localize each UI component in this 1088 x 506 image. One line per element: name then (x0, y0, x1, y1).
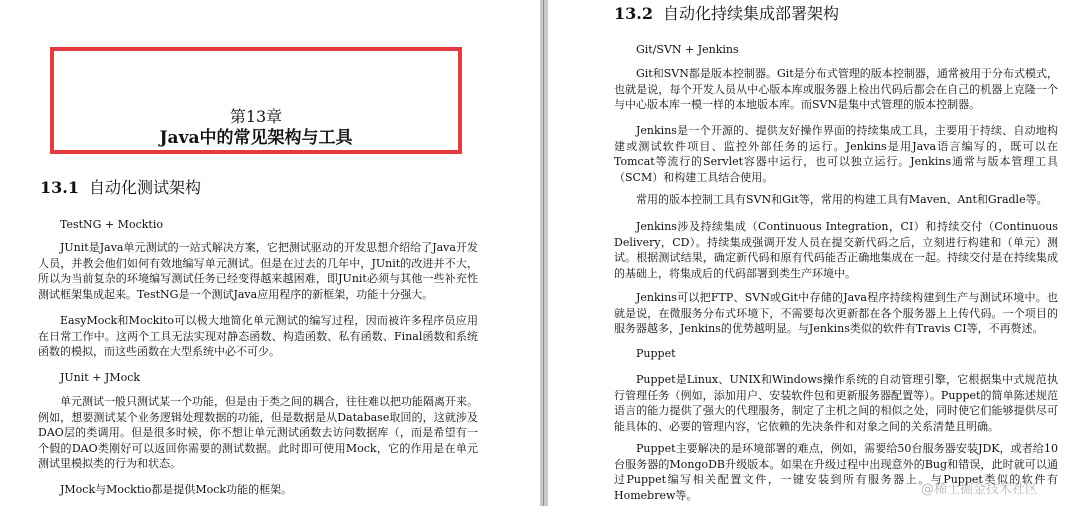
paragraph-easymock: EasyMock和Mockito可以极大地简化单元测试的编写过程，因而被许多程序员应用在日常工作中。这两个工具无法实现对静态函数、构造函数、私有函数、Final函数和系统函数的模拟，而这些函数在大型系统中必不可少。 (38, 314, 478, 358)
paragraph-jenkins: Jenkins是一个开源的、提供友好操作界面的持续集成工具，主要用于持续、自动地构建或测试软件项目、监控外部任务的运行。Jenkins是用Java语言编写的，既可以在Tomcat等流行的Servlet容器中运行，也可以独立运行。Jenkins通常与版本管理工具（SCM）和构建工具结合使用。 (614, 124, 1058, 184)
paragraph-puppet-usage: Puppet主要解决的是环境部署的难点，例如，需要给50台服务器安装JDK，或者给10台服务器的MongoDB升级版本。如果在升级过程中出现意外的Bug和错误，此时就可以通过Puppet编写相关配置文件，一键安装到所有服务器上。与Puppet类似的软件有Homebrew等。 (614, 442, 1058, 502)
paragraph-git-svn: Git和SVN都是版本控制器。Git是分布式管理的版本控制器，通常被用于分布式模式，也就是说，每个开发人员从中心版本库或服务器上检出代码后都会在自己的机器上克隆一个与中心版本库一模一样的本地版本库。而SVN是集中式管理的版本控制器。 (614, 67, 1058, 111)
section-title: 自动化持续集成部署架构 (662, 4, 839, 23)
section-heading-13-1 (40, 178, 201, 198)
section-number: 13.1 (40, 178, 79, 197)
section-number: 13.2 (614, 4, 653, 23)
subheading-junit-jmock: JUnit + JMock (60, 371, 141, 384)
subheading-puppet: Puppet (636, 347, 676, 360)
paragraph-junit: JUnit是Java单元测试的一站式解决方案，它把测试驱动的开发思想介绍给了Java开发人员，并教会他们如何有效地编写单元测试。但是在过去的几年中，JUnit的改进并不大，所以为当前复杂的环境编写测试任务已经变得越来越困难，即JUnit必须与其他一些补充性测试框架集成起来。TestNG是一个测试Java应用程序的新框架，功能十分强大。 (38, 241, 478, 301)
right-page (548, 0, 1088, 506)
paragraph-ci-cd: Jenkins涉及持续集成（Continuous Integration，CI）和持续交付（Continuous Delivery，CD）。持续集成强调开发人员在提交新代码之后，立刻进行构建和（单元）测试。根据测试结果，确定新代码和原有代码能否正确地集成在一起。持续交付是在持续集成的基础上，将集成后的代码部署到类生产环境中。 (614, 220, 1058, 280)
paragraph-tools: 常用的版本控制工具有SVN和Git等，常用的构建工具有Maven、Ant和Gradle等。 (636, 193, 1048, 206)
page-gutter (540, 0, 548, 506)
paragraph-puppet: Puppet是Linux、UNIX和Windows操作系统的自动管理引擎，它根据集中式规范执行管理任务（例如，添加用户、安装软件包和更新服务器配置等）。Puppet的简单陈述规范语言的能力提供了强大的代理服务，制定了主机之间的相似之处，同时使它们能够提供尽可能具体的、必要的管理内容，它依赖的先决条件和对象之间的关系清楚且明确。 (614, 373, 1058, 433)
section-heading-13-2 (614, 4, 839, 24)
paragraph-jmock-mocktio: JMock与Mocktio都是提供Mock功能的框架。 (60, 483, 293, 496)
subheading-testng-mocktio: TestNG + Mocktio (60, 218, 163, 231)
left-page (0, 0, 540, 506)
chapter-title: Java中的常见架构与工具 (159, 128, 353, 148)
subheading-git-svn-jenkins: Git/SVN + Jenkins (636, 43, 739, 56)
chapter-title-box (50, 47, 462, 154)
paragraph-jenkins-deploy: Jenkins可以把FTP、SVN或Git中存储的Java程序持续构建到生产与测试环境中。也就是说，在微服务分布式环境下，不需要每次更新都在各个服务器上上传代码。一个项目的服务器越多，Jenkins的优势越明显。与Jenkins类似的软件有Travis CI等，不再赘述。 (614, 291, 1058, 335)
chapter-number: 第13章 (229, 107, 283, 126)
watermark: @稀土掘金技术社区 (921, 482, 1039, 497)
section-title: 自动化测试架构 (88, 178, 201, 197)
paragraph-unit-test: 单元测试一般只测试某一个功能，但是由于类之间的耦合，往往难以把功能隔离开来。例如，想要测试某个业务逻辑处理数据的功能，但是数据是从Database取回的，这就涉及DAO层的类调用。但是很多时候，你不想让单元测试函数去访问数据库（，而是希望有一个假的DAO类刚好可以返回你需要的测试数据。此时即可使用Mock，它的作用是在单元测试里模拟类的行为和状态。 (38, 395, 478, 470)
